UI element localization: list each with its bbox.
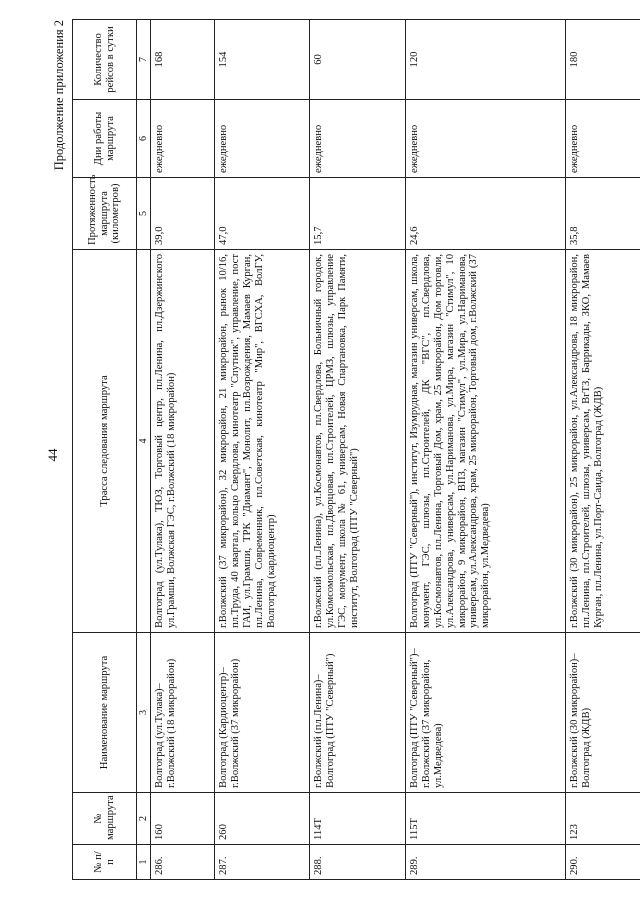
header-route-length: Протяженность маршрута (километров) <box>73 178 137 250</box>
table-row <box>215 20 310 880</box>
header-num: № п/п <box>73 845 137 880</box>
row-trips: 180 <box>566 20 640 100</box>
table-row <box>310 20 406 880</box>
row-work-days: ежедневно <box>406 100 566 178</box>
row-num: 290. <box>566 845 640 880</box>
row-route-path: Волгоград (ПТУ "Северный"), институт, Изумрудная, магазин универсам, школа, монумент, ГЭС, шлюзы, пл.Строителей, ДК "ВГС", пл.Свердлова, ул.Космонавтов, пл.Ленина, Торговый Дом, храм, 25 микрорайон, Дом торговли, ул.Александрова, универсам, ул.Нариманова, ул.Мира, магазин "Стимул", 10 микрорайон, 9 микрорайон, ВПЗ, магазин "Стимул", ул.Мира, ул.Нариманова, универсам, ул.Александрова, храм, 25 микрорайон, Торговый дом, г.Волжский (37 микрорайон, ул.Медведева) <box>406 250 566 633</box>
row-route-name: Волгоград (ул.Тулака)–г.Волжский (18 микрорайон) <box>151 633 215 793</box>
table-row <box>566 20 640 880</box>
row-num: 288. <box>310 845 406 880</box>
row-route-number: 260 <box>215 793 310 845</box>
rotated-document <box>50 20 635 880</box>
row-route-number: 114Т <box>310 793 406 845</box>
row-trips: 154 <box>215 20 310 100</box>
table-header-row <box>73 20 137 880</box>
row-route-number: 123 <box>566 793 640 845</box>
column-number: 7 <box>137 20 151 100</box>
header-route-number: № маршрута <box>73 793 137 845</box>
row-work-days: ежедневно <box>566 100 640 178</box>
row-trips: 168 <box>151 20 215 100</box>
row-route-length: 39,0 <box>151 178 215 250</box>
continuation-title: Продолжение приложения 2 <box>52 20 66 171</box>
table-row <box>151 20 215 880</box>
row-route-number: 160 <box>151 793 215 845</box>
routes-table <box>72 19 640 880</box>
row-route-name: Волгоград (ПТУ "Северный")–г.Волжский (37 микрорайон, ул.Медведева) <box>406 633 566 793</box>
row-route-path: г.Волжский (пл.Ленина), ул.Космонавтов, пл.Свердлова, Больничный городок, ул.Комсомольская, пл.Дворцовая, пл.Строителей, ЦРМЗ, шлюзы, управление ГЭС, монумент, школа № 61, универсам, Новая Спартановка, Парк Памяти, институт, Волгоград (ПТУ "Северный") <box>310 250 406 633</box>
column-number: 4 <box>137 250 151 633</box>
page-number: 44 <box>45 448 60 462</box>
row-route-length: 35,8 <box>566 178 640 250</box>
row-work-days: ежедневно <box>151 100 215 178</box>
row-trips: 60 <box>310 20 406 100</box>
header-route-name: Наименование маршрута <box>73 633 137 793</box>
row-route-path: г.Волжский (37 микрорайон), 32 микрорайон, 21 микрорайон, рынок 10/16, пл.Труда, 40 квартал, кольцо Свердлова, кинотеатр "Спутник", управление, пост ГАИ, ул.Грамши, ТРК "Диамант", Монолит, пл.Возрождения, Мамаев Курган, пл.Ленина, Современник, пл.Советская, кинотеатр "Мир", ВГСХА, ВолГУ, Волгоград (кардиоцентр) <box>215 250 310 633</box>
header-work-days: Дни работы маршрута <box>73 100 137 178</box>
row-route-name: Волгоград (Кардиоцентр)–г.Волжский (37 микрорайон) <box>215 633 310 793</box>
table-row <box>406 20 566 880</box>
column-number: 2 <box>137 793 151 845</box>
row-num: 287. <box>215 845 310 880</box>
row-work-days: ежедневно <box>215 100 310 178</box>
row-route-path: г.Волжский (30 микрорайон), 25 микрорайон, ул.Александрова, 18 микрорайон, пл.Ленина, пл.Строителей, шлюзы, универсам, ВгТЗ, Баррикады, ЗКО, Мамаев Курган, пл.Ленина, ул.Порт-Саида, Волгоград (ЖДВ) <box>566 250 640 633</box>
header-route-path: Трасса следования маршрута <box>73 250 137 633</box>
row-num: 286. <box>151 845 215 880</box>
column-number: 5 <box>137 178 151 250</box>
row-route-length: 24,6 <box>406 178 566 250</box>
row-trips: 120 <box>406 20 566 100</box>
row-route-name: г.Волжский (30 микрорайон)–Волгоград (ЖДВ) <box>566 633 640 793</box>
row-route-length: 47,0 <box>215 178 310 250</box>
row-num: 289. <box>406 845 566 880</box>
column-number-row <box>137 20 151 880</box>
column-number: 3 <box>137 633 151 793</box>
row-work-days: ежедневно <box>310 100 406 178</box>
column-number: 6 <box>137 100 151 178</box>
column-number: 1 <box>137 845 151 880</box>
row-route-name: г.Волжский (пл.Ленина)–Волгоград (ПТУ "Северный") <box>310 633 406 793</box>
row-route-length: 15,7 <box>310 178 406 250</box>
row-route-number: 115Т <box>406 793 566 845</box>
row-route-path: Волгоград (ул.Тулака), ТЮЗ, Торговый центр, пл.Ленина, пл.Дзержинского ул.Грамши, Волжская ГЭС, г.Волжский (18 микрорайон) <box>151 250 215 633</box>
header-trips-per-day: Количество рейсов в сутки <box>73 20 137 100</box>
